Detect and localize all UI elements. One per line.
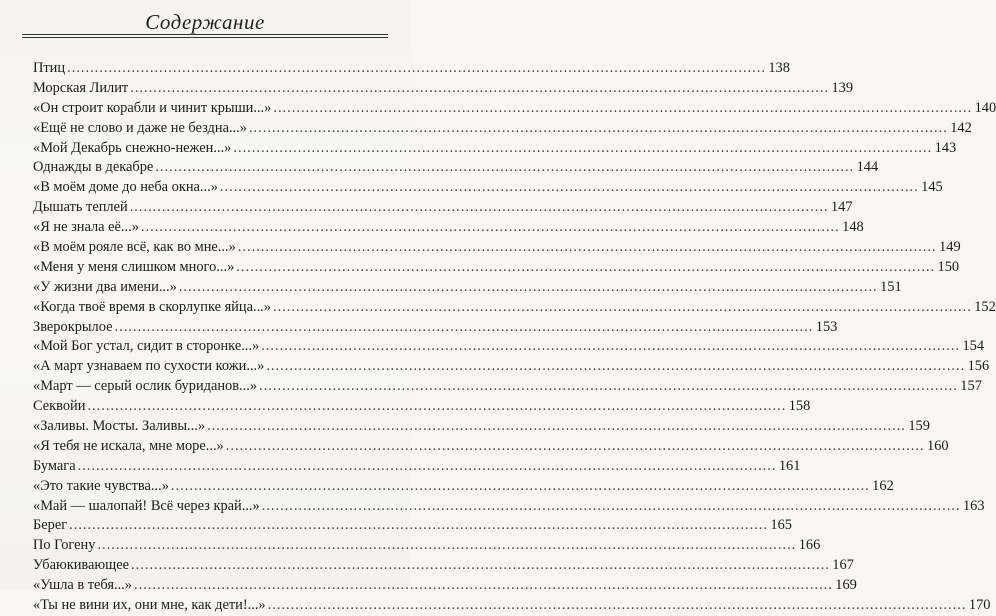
- toc-entry-page-number: 140: [974, 99, 996, 116]
- toc-entry-title: Морская Лилит: [33, 79, 129, 96]
- toc-entry: [33, 437, 949, 457]
- toc-entry-page-number: 167: [832, 557, 854, 574]
- toc-dot-leader: [115, 318, 814, 338]
- toc-entry-title: «А март узнаваем по сухости кожи...»: [33, 358, 265, 375]
- toc-entry-title: Убаюкивающее: [33, 557, 130, 574]
- toc-entry-page-number: 161: [778, 457, 801, 474]
- toc-dot-leader: [97, 536, 796, 556]
- toc-entry: [33, 178, 943, 198]
- toc-entry-page-number: 150: [937, 258, 960, 275]
- page-header: [22, 8, 388, 38]
- toc-entry: [33, 417, 930, 437]
- toc-entry-page-number: 145: [921, 179, 943, 196]
- toc-entry-title: «Ушла в тебя...»: [33, 577, 133, 594]
- toc-entry: [33, 218, 864, 238]
- page-title: Содержание: [145, 10, 265, 34]
- toc-entry: [33, 278, 902, 298]
- toc-entry-page-number: 153: [815, 318, 838, 335]
- toc-entry: [33, 497, 985, 517]
- toc-dot-leader: [141, 218, 840, 238]
- toc-entry-title: «Май — шалопай! Всё через край...»: [33, 497, 260, 514]
- toc-entry-title: «Март — серый ослик буриданов...»: [33, 378, 258, 395]
- toc-entry: [33, 477, 894, 497]
- toc-entry-title: «Меня у меня слишком много...»: [33, 258, 235, 275]
- toc-entry-title: «Ты не вини их, они мне, как дети!...»: [33, 597, 266, 614]
- toc-entry-title: По Гогену: [33, 537, 96, 554]
- toc-entry-page-number: 170: [968, 597, 991, 614]
- table-of-contents: [33, 59, 996, 616]
- toc-entry: [33, 576, 857, 596]
- toc-entry: [33, 59, 790, 79]
- header-rule: [22, 34, 388, 35]
- toc-dot-leader: [268, 596, 967, 616]
- toc-entry-title: «Мой Бог устал, сидит в сторонке...»: [33, 338, 260, 355]
- toc-entry-title: «Когда твоё время в скорлупке яйца...»: [33, 298, 271, 315]
- toc-entry-title: Секвойи: [33, 398, 86, 415]
- toc-entry-page-number: 138: [768, 60, 790, 76]
- toc-entry-page-number: 162: [872, 477, 894, 494]
- toc-dot-leader: [259, 377, 958, 397]
- toc-entry-page-number: 160: [927, 437, 949, 454]
- toc-dot-leader: [179, 278, 878, 298]
- toc-entry-page-number: 139: [831, 79, 854, 96]
- toc-dot-leader: [131, 556, 830, 576]
- toc-entry: [33, 377, 982, 397]
- toc-dot-leader: [273, 99, 972, 119]
- toc-entry-title: «В моём доме до неба окна...»: [33, 179, 218, 196]
- toc-entry-title: Дышать теплей: [33, 199, 128, 216]
- toc-dot-leader: [69, 516, 768, 536]
- toc-dot-leader: [171, 477, 870, 497]
- toc-entry-page-number: 166: [798, 537, 821, 554]
- toc-entry-page-number: 158: [788, 398, 811, 415]
- toc-entry: [33, 536, 821, 556]
- toc-dot-leader: [130, 198, 829, 218]
- toc-dot-leader: [249, 119, 948, 139]
- toc-dot-leader: [207, 417, 906, 437]
- toc-entry-title: «Я не знала её...»: [33, 219, 139, 236]
- toc-entry: [33, 337, 985, 357]
- toc-entry: [33, 357, 990, 377]
- toc-dot-leader: [261, 337, 960, 357]
- toc-entry-title: «У жизни два имени...»: [33, 278, 177, 295]
- toc-entry: [33, 79, 854, 99]
- toc-entry-title: Берег: [33, 517, 68, 534]
- toc-dot-leader: [220, 178, 919, 198]
- header-rule: [22, 37, 388, 38]
- toc-entry-title: «Заливы. Мосты. Заливы...»: [33, 418, 206, 435]
- toc-entry-page-number: 143: [934, 139, 957, 156]
- toc-dot-leader: [273, 298, 972, 318]
- toc-dot-leader: [134, 576, 833, 596]
- toc-entry-page-number: 147: [830, 199, 853, 216]
- toc-entry-page-number: 165: [770, 517, 792, 534]
- toc-entry-title: «Я тебя не искала, мне море...»: [33, 437, 224, 454]
- toc-entry-title: Птиц: [33, 60, 66, 76]
- toc-entry-title: «Мой Декабрь снежно-нежен...»: [33, 139, 232, 156]
- toc-entry: [33, 298, 996, 318]
- toc-entry-page-number: 149: [939, 239, 961, 256]
- toc-dot-leader: [78, 457, 777, 477]
- toc-entry-title: «В моём рояле всё, как во мне...»: [33, 239, 236, 256]
- toc-dot-leader: [155, 158, 854, 178]
- toc-entry: [33, 397, 811, 417]
- toc-dot-leader: [238, 238, 937, 258]
- toc-entry-title: Бумага: [33, 457, 76, 474]
- toc-entry-page-number: 156: [967, 358, 990, 375]
- toc-dot-leader: [262, 497, 961, 517]
- toc-dot-leader: [233, 139, 932, 159]
- toc-entry-page-number: 148: [842, 219, 864, 236]
- toc-entry: [33, 258, 960, 278]
- toc-dot-leader: [130, 79, 829, 99]
- toc-entry-title: «Ещё не слово и даже не бездна...»: [33, 119, 247, 136]
- toc-entry-page-number: 152: [974, 298, 996, 315]
- toc-entry: [33, 198, 853, 218]
- toc-entry-title: «Это такие чувства...»: [33, 477, 169, 494]
- toc-entry-page-number: 163: [962, 497, 985, 514]
- toc-entry: [33, 318, 838, 338]
- toc-dot-leader: [87, 397, 786, 417]
- toc-entry: [33, 139, 957, 159]
- toc-dot-leader: [67, 59, 766, 79]
- toc-entry-page-number: 157: [960, 378, 982, 395]
- toc-entry-page-number: 142: [950, 119, 972, 136]
- toc-entry-page-number: 159: [908, 418, 930, 435]
- toc-entry: [33, 596, 991, 616]
- toc-dot-leader: [266, 357, 965, 377]
- toc-entry-page-number: 169: [835, 577, 857, 594]
- toc-dot-leader: [226, 437, 925, 457]
- toc-dot-leader: [236, 258, 935, 278]
- toc-entry: [33, 119, 972, 139]
- toc-entry: [33, 457, 801, 477]
- toc-entry-title: Зверокрылое: [33, 318, 113, 335]
- toc-entry: [33, 516, 792, 536]
- toc-entry-title: Однажды в декабре: [33, 159, 154, 176]
- toc-entry-page-number: 144: [856, 159, 879, 176]
- toc-entry: [33, 158, 879, 178]
- toc-entry-page-number: 151: [880, 278, 902, 295]
- toc-entry-title: «Он строит корабли и чинит крыши...»: [33, 99, 272, 116]
- toc-entry-page-number: 154: [962, 338, 985, 355]
- toc-entry: [33, 238, 961, 258]
- toc-entry: [33, 556, 854, 576]
- toc-entry: [33, 99, 996, 119]
